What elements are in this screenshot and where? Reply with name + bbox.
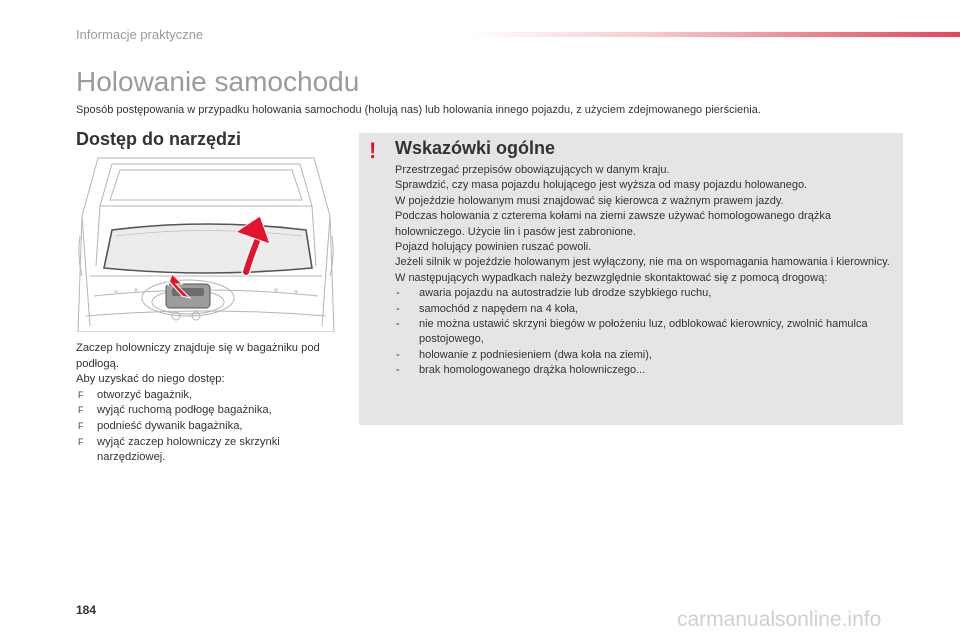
list-item-text: wyjąć ruchomą podłogę bagażnika,: [97, 404, 272, 417]
list-item-text: holowanie z podniesieniem (dwa koła na ziemi),: [419, 348, 652, 361]
dash-bullet: -: [396, 318, 400, 331]
list-item-text: brak homologowanego drążka holowniczego...: [419, 364, 646, 377]
page-number: 184: [76, 603, 97, 617]
checkbox-bullet-icon: F: [78, 436, 84, 447]
general-guidelines-heading: Wskazówki ogólne: [395, 138, 556, 158]
list-item: [395, 302, 895, 317]
checkbox-bullet-icon: F: [78, 420, 84, 431]
steps-list: [76, 388, 336, 466]
list-item: [395, 348, 895, 363]
dash-bullet: -: [396, 302, 400, 315]
dash-bullet: -: [396, 364, 400, 377]
tools-access-heading: Dostęp do narzędzi: [76, 129, 242, 149]
intro-text: Sposób postępowania w przypadku holowania samochodu (holują nas) lub holowania innego pojazdu, z użyciem zdejmowanego pierścienia.: [76, 104, 761, 116]
list-item-text: samochód z napędem na 4 koła,: [419, 302, 578, 315]
paragraph: Sprawdzić, czy masa pojazdu holującego jest wyższa od masy pojazdu holowanego.: [395, 179, 808, 192]
watermark: carmanualsonline.info: [677, 608, 882, 631]
dash-bullet: -: [396, 287, 400, 300]
paragraph: W następujących wypadkach należy bezwzględnie skontaktować się z pomocą drogową:: [395, 271, 828, 284]
list-item-text: nie można ustawić skrzyni biegów w położeniu luz, odblokować kierownicy, zwolnić hamulca postojowego,: [419, 318, 868, 346]
section-label: Informacje praktyczne: [76, 27, 204, 42]
list-item-text: otworzyć bagażnik,: [97, 388, 193, 401]
list-item: [395, 317, 895, 348]
paragraph: Podczas holowania z czterema kołami na ziemi zawsze używać homologowanego drążka holowniczego. Użycie lin i pasów jest zabronione.: [395, 210, 831, 238]
list-item-text: awaria pojazdu na autostradzie lub drodze szybkiego ruchu,: [419, 287, 712, 300]
page-title: Holowanie samochodu: [76, 66, 360, 97]
checkbox-bullet-icon: F: [78, 389, 84, 400]
checkbox-bullet-icon: F: [78, 405, 84, 416]
paragraph: Przestrzegać przepisów obowiązujących w danym kraju.: [395, 164, 670, 176]
car-trunk-illustration: [76, 156, 336, 332]
list-item: [76, 388, 336, 404]
list-item: [76, 419, 336, 435]
dash-bullet: -: [396, 348, 400, 361]
paragraph: W pojeździe holowanym musi znajdować się kierowca z ważnym prawem jazdy.: [395, 194, 784, 207]
list-item: [395, 286, 895, 301]
cases-list: [395, 286, 895, 378]
list-item: [76, 403, 336, 419]
paragraph: Zaczep holowniczy znajduje się w bagażniku pod podłogą.: [76, 342, 320, 370]
general-guidelines-body: [395, 163, 895, 379]
warning-exclamation-icon: !: [369, 138, 377, 163]
list-item-text: podnieść dywanik bagażnika,: [97, 419, 243, 432]
list-item: [76, 435, 336, 466]
list-item-text: wyjąć zaczep holowniczy ze skrzynki narzędziowej.: [97, 435, 280, 464]
paragraph: Aby uzyskać do niego dostęp:: [76, 373, 225, 386]
list-item: [395, 363, 895, 378]
header-accent-rule: [470, 32, 960, 37]
general-guidelines-panel: [359, 133, 903, 425]
tools-access-text: [76, 341, 336, 466]
paragraph: Pojazd holujący powinien ruszać powoli.: [395, 241, 592, 254]
paragraph: Jeżeli silnik w pojeździe holowanym jest wyłączony, nie ma on wspomagania hamowania i kierownicy.: [395, 256, 890, 269]
